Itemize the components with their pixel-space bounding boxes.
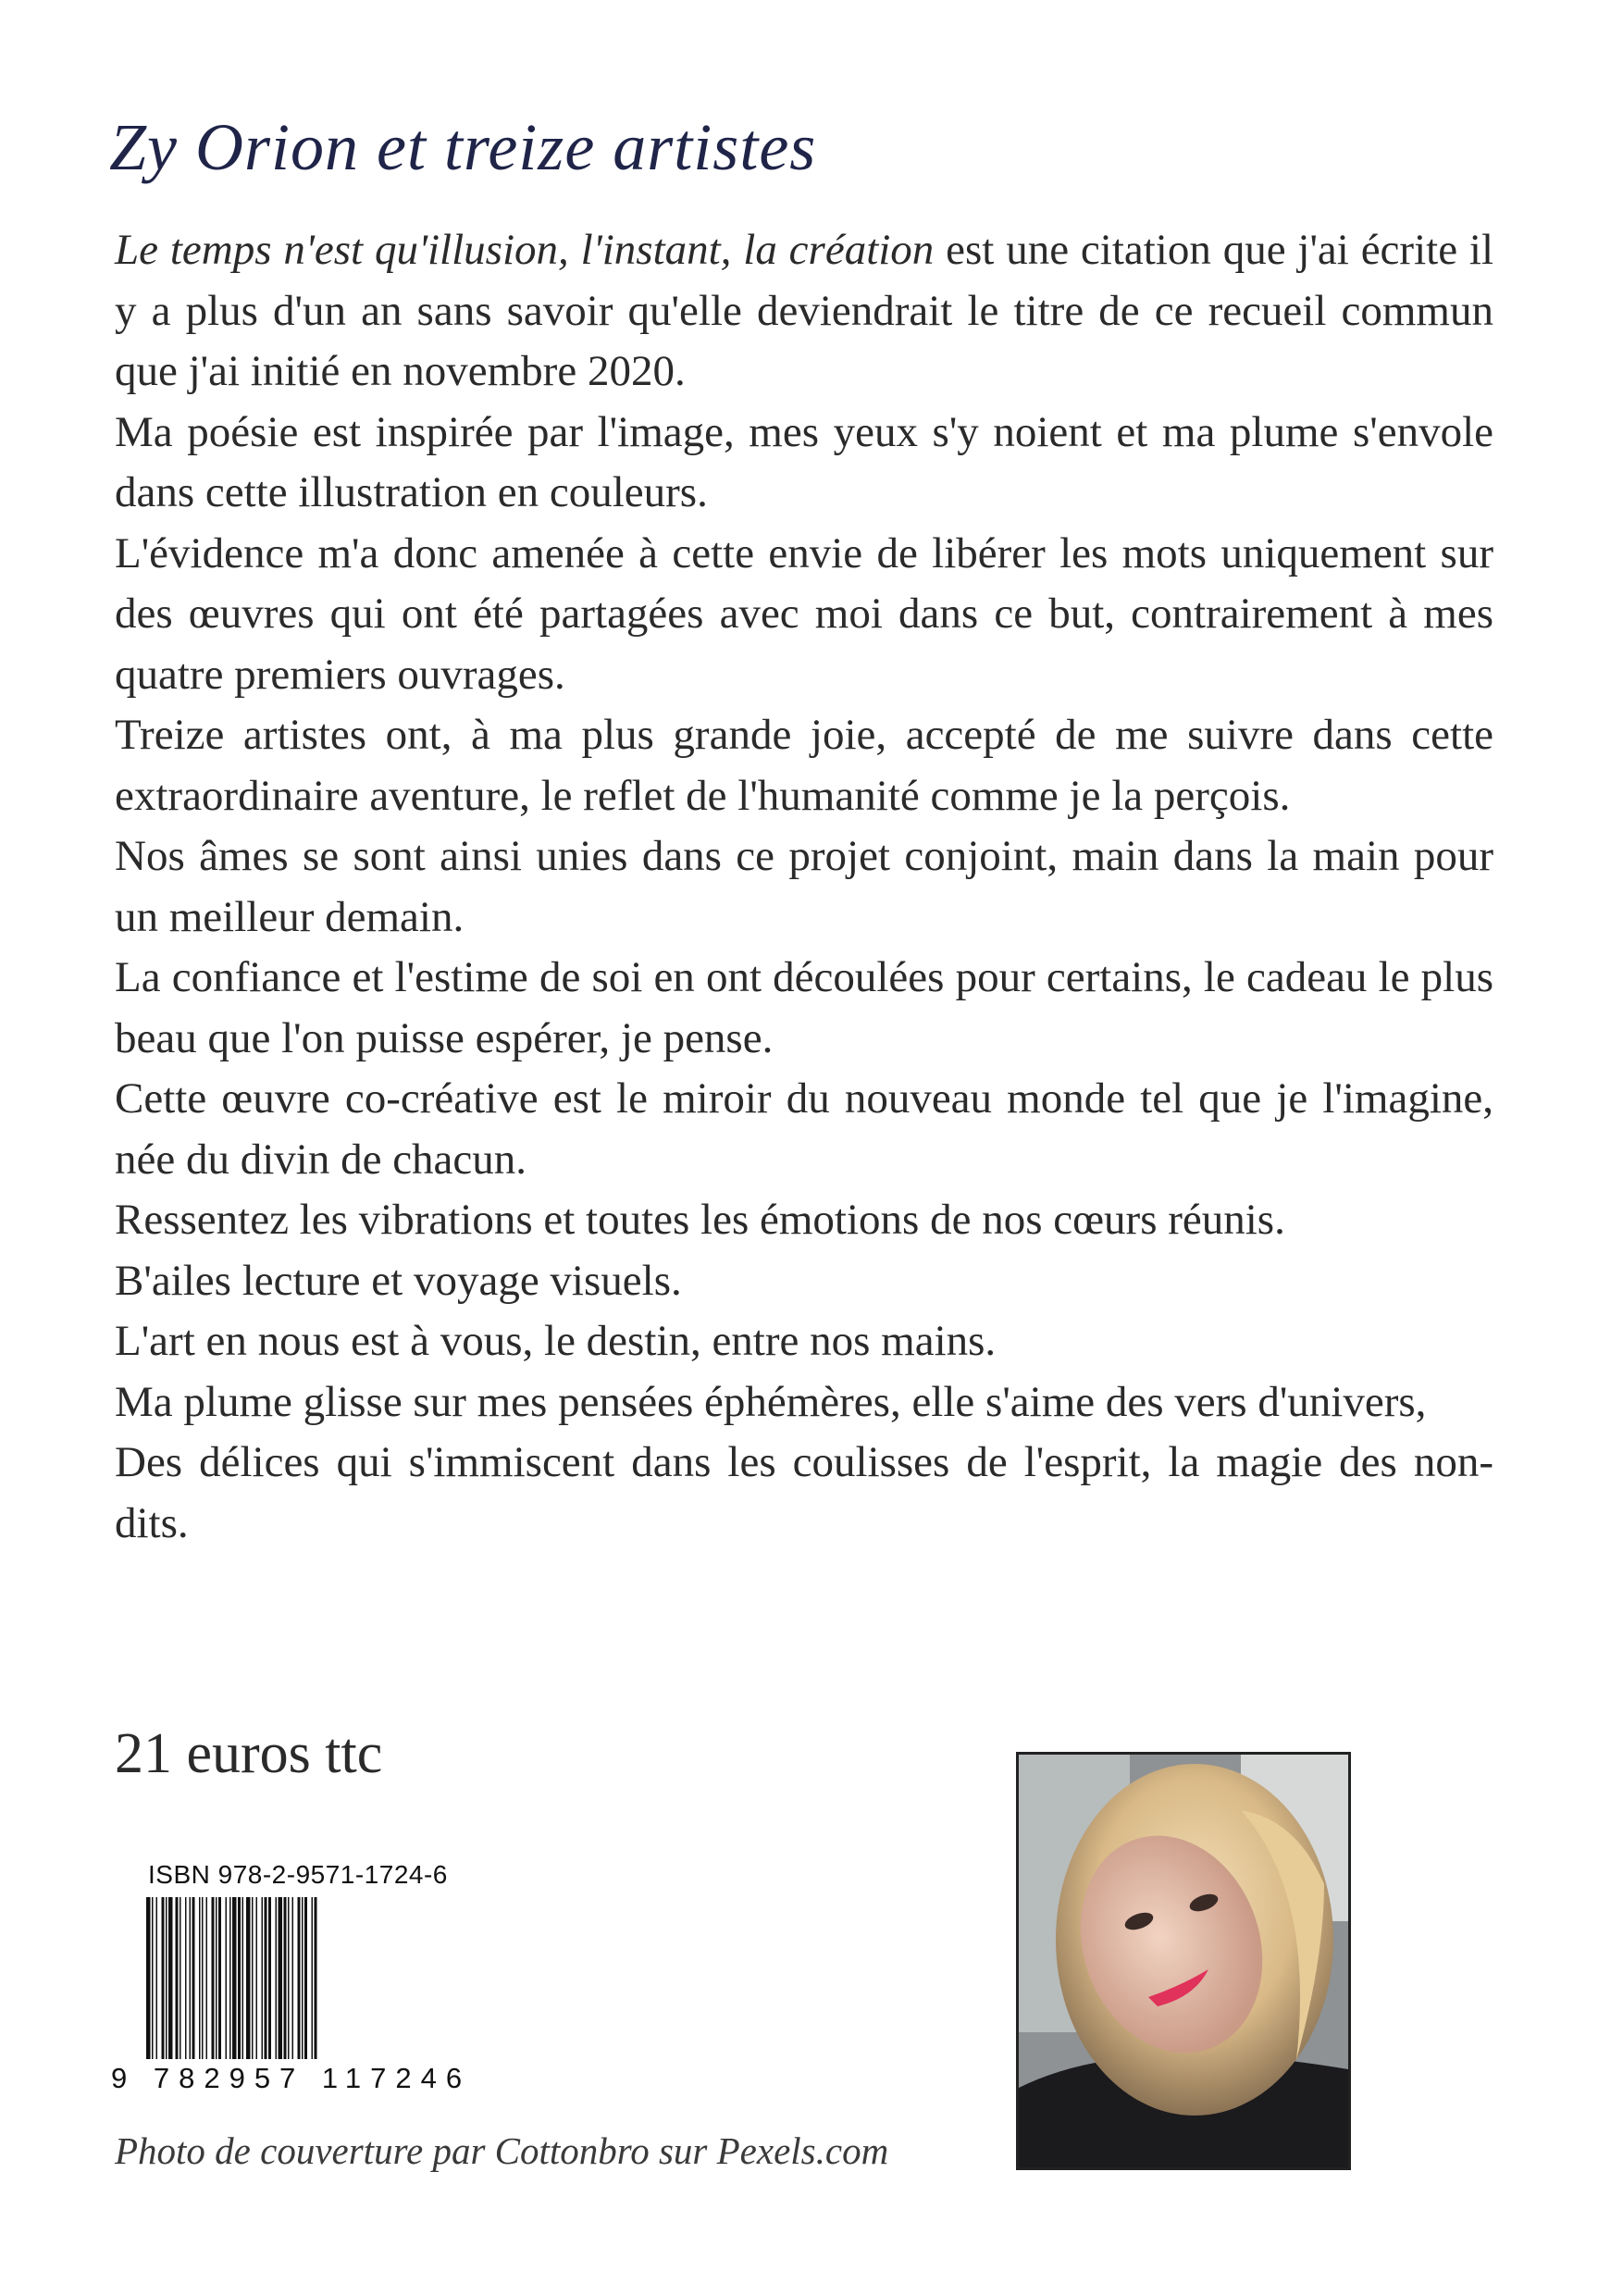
barcode-bar (180, 1897, 181, 2059)
barcode-bar (206, 1897, 208, 2059)
barcode-bars (146, 1897, 461, 2073)
paragraph: La confiance et l'estime de soi en ont découlées pour certains, le cadeau le plus beau que l'on puisse espérer, je pense. (115, 953, 1493, 1062)
barcode-bar (292, 1897, 294, 2059)
barcode-bar (156, 1897, 158, 2059)
title-quote: Le temps n'est qu'illusion, l'instant, la création (115, 226, 935, 274)
paragraph: L'évidence m'a donc amenée à cette envie de libérer les mots uniquement sur des œuvres qui ont été partagées avec moi dans ce but, contrairement à mes quatre premiers ouvrages. (115, 528, 1493, 699)
barcode-bar (168, 1897, 173, 2059)
barcode-bar (238, 1897, 241, 2059)
barcode-bar (279, 1897, 283, 2059)
cover-photo-credit: Photo de couverture par Cottonbro sur Pexels.com (115, 2129, 889, 2172)
barcode-bar (288, 1897, 290, 2059)
barcode-bar (242, 1897, 244, 2059)
barcode-bar (212, 1897, 215, 2059)
intro-paragraph (115, 220, 1493, 403)
barcode-bar (216, 1897, 217, 2059)
paragraph: Ma poésie est inspirée par l'image, mes yeux s'y noient et ma plume s'envole dans cette illustration en couleurs. (115, 407, 1493, 516)
author-photo (1016, 1752, 1351, 2170)
barcode-bar (162, 1897, 165, 2059)
paragraph: L'art en nous est à vous, le destin, entre nos mains. (115, 1317, 997, 1365)
barcode-bar (256, 1897, 258, 2059)
paragraph: Ma plume glisse sur mes pensées éphémères, elle s'aime des vers d'univers, (115, 1377, 1427, 1426)
barcode-bar (265, 1897, 267, 2059)
barcode-bar (304, 1897, 307, 2059)
paragraph: B'ailes lecture et voyage visuels. (115, 1256, 682, 1305)
paragraph: Ressentez les vibrations et toutes les émotions de nos cœurs réunis. (115, 1196, 1285, 1244)
isbn-label: ISBN 978-2-9571-1724-6 (148, 1860, 448, 1889)
barcode-bar (268, 1897, 271, 2059)
barcode-bar (199, 1897, 201, 2059)
barcode-bar (262, 1897, 264, 2059)
barcode-bar (312, 1897, 314, 2059)
barcode-bar (152, 1897, 154, 2059)
barcode-bar (252, 1897, 254, 2059)
price: 21 euros ttc (115, 1722, 383, 1785)
barcode-bar (315, 1897, 317, 2059)
barcode-bar (226, 1897, 228, 2059)
back-cover-text (115, 220, 1493, 1554)
barcode-bar (192, 1897, 195, 2059)
barcode-bar (185, 1897, 187, 2059)
barcode-bar (166, 1897, 167, 2059)
barcode-bar (202, 1897, 204, 2059)
intro-rest: est une citation que j'ai écrite il y a plus d'un an sans savoir qu'elle deviendrait le titre de ce recueil commun que j'ai initié en novembre 2020. (115, 226, 1494, 395)
barcode-bar (218, 1897, 221, 2059)
barcode-digits: 9 782957 117246 (111, 2062, 472, 2094)
isbn-barcode (111, 1860, 500, 2101)
barcode-bar (246, 1897, 251, 2059)
barcode-bar (284, 1897, 287, 2059)
barcode-bar (146, 1897, 151, 2059)
paragraph: Cette œuvre co-créative est le miroir du nouveau monde tel que je l'imagine, née du divin de chacun. (115, 1074, 1493, 1184)
barcode-bar (229, 1897, 231, 2059)
barcode-bar (298, 1897, 301, 2059)
barcode-bar (190, 1897, 192, 2059)
book-title: Zy Orion et treize artistes (109, 110, 817, 184)
barcode-bar (176, 1897, 179, 2059)
barcode-bar (276, 1897, 278, 2059)
paragraph: Nos âmes se sont ainsi unies dans ce projet conjoint, main dans la main pour un meilleur demain. (115, 832, 1493, 941)
barcode-bar (232, 1897, 237, 2059)
paragraph: Treize artistes ont, à ma plus grande joie, accepté de me suivre dans cette extraordinaire aventure, le reflet de l'humanité comme je la perçois. (115, 711, 1493, 820)
paragraph: Des délices qui s'immiscent dans les coulisses de l'esprit, la magie des non-dits. (115, 1438, 1493, 1547)
author-portrait-image (1019, 1755, 1348, 2167)
barcode-bar (302, 1897, 304, 2059)
